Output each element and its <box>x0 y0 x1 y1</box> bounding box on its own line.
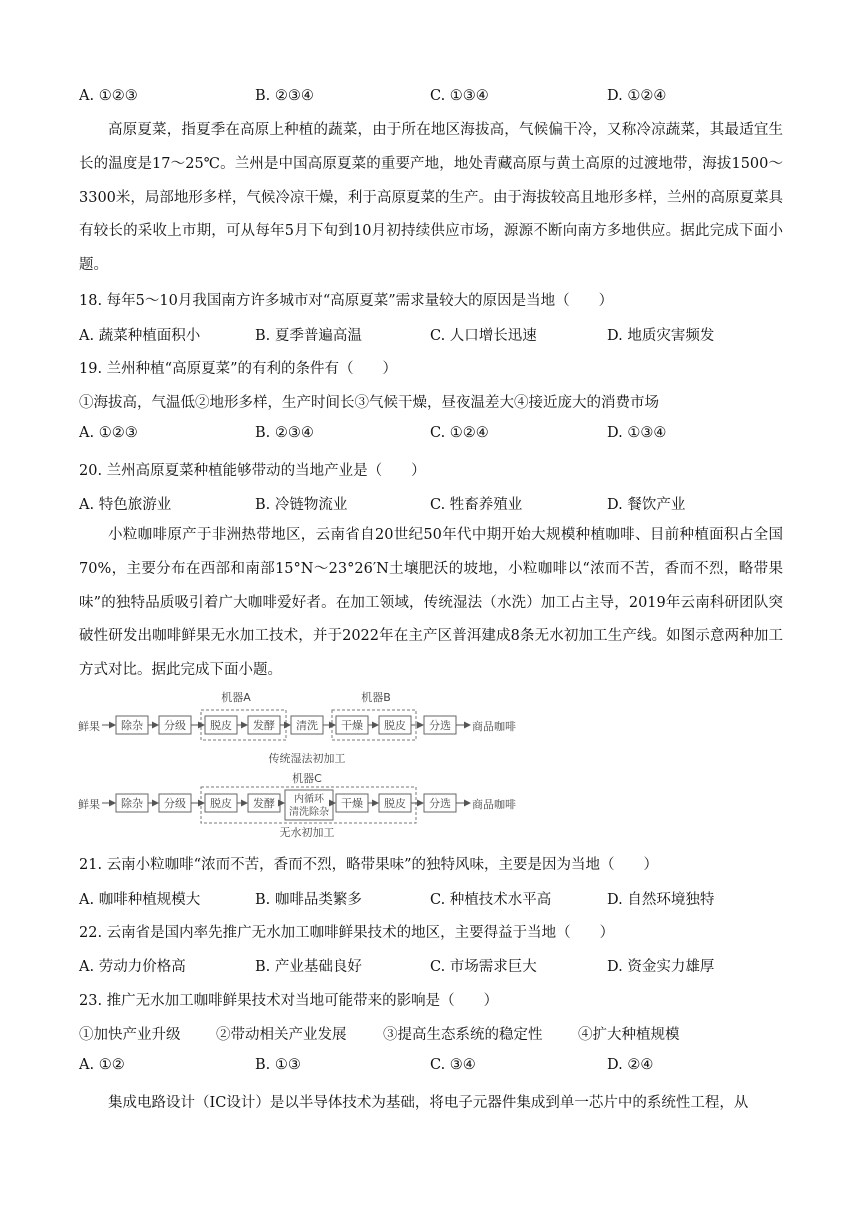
bottom-step-7: 脱皮 <box>384 797 406 810</box>
question-20-stem: 20. 兰州高原夏菜种植能够带动的当地产业是（ ） <box>79 463 426 479</box>
bottom-start-label: 鲜果 <box>78 798 100 811</box>
bottom-step-4: 发酵 <box>253 797 275 810</box>
machine-b-label: 机器B <box>361 691 391 704</box>
option-d: D. 餐饮产业 <box>607 497 686 513</box>
bottom-step-6: 干燥 <box>341 797 363 810</box>
bottom-step-3: 脱皮 <box>210 797 232 810</box>
option-d: D. ②④ <box>607 1057 654 1073</box>
option-b: B. 咖啡品类繁多 <box>255 892 362 908</box>
question-21-stem: 21. 云南小粒咖啡“浓而不苦，香而不烈，略带果味”的独特风味，主要是因为当地（ ） <box>79 857 658 873</box>
passage-plateau-vegetables: 高原夏菜，指夏季在高原上种植的蔬菜，由于所在地区海拔高，气候偏干冷，又称冷凉蔬菜，其最适宜生长的温度是17～25℃。兰州是中国高原夏菜的重要产地，地处青藏高原与黄土高原的过渡地带，海拔1500～3300米，局部地形多样，气候冷凉干燥，利于高原夏菜的生产。由于海拔较高且地形多样，兰州的高原夏菜具有较长的采收上市期，可从每年5月下旬到10月初持续供应市场，源源不断向南方多地供应。据此完成下面小题。 <box>79 122 783 274</box>
top-step-3: 脱皮 <box>210 719 232 732</box>
bottom-step-5b: 清洗除杂 <box>289 807 329 818</box>
top-step-4: 发酵 <box>253 719 275 732</box>
option-d: D. 地质灾害频发 <box>607 328 715 344</box>
question-19-statements: ①海拔高，气温低②地形多样，生产时间长③气候干燥，昼夜温差大④接近庞大的消费市场 <box>79 395 659 411</box>
question-19-stem: 19. 兰州种植“高原夏菜”的有利的条件有（ ） <box>79 361 397 377</box>
option-a: A. ①② <box>79 1057 125 1073</box>
option-d: D. 资金实力雄厚 <box>607 959 715 975</box>
top-step-8: 分选 <box>429 719 451 732</box>
bottom-step-8: 分选 <box>429 797 451 810</box>
top-end-label: 商品咖啡 <box>472 720 516 733</box>
option-c: C. 种植技术水平高 <box>430 892 552 908</box>
top-caption: 传统湿法初加工 <box>268 752 346 765</box>
q19-options <box>79 425 783 445</box>
option-a: A. ①②③ <box>79 88 138 104</box>
statement-1: ①加快产业升级 <box>79 1027 181 1043</box>
option-b: B. 冷链物流业 <box>255 497 348 513</box>
option-a: A. 劳动力价格高 <box>79 959 186 975</box>
option-a: A. ①②③ <box>79 425 138 441</box>
q23-statements <box>79 1023 783 1043</box>
option-a: A. 特色旅游业 <box>79 497 172 513</box>
question-18-stem: 18. 每年5～10月我国南方许多城市对“高原夏菜”需求量较大的原因是当地（ ） <box>79 293 614 309</box>
option-d: D. ①②④ <box>607 88 667 104</box>
passage-ic-design-start: 集成电路设计（IC设计）是以半导体技术为基础，将电子元器件集成到单一芯片中的系统性工程，从 <box>108 1095 749 1111</box>
option-d: D. ①③④ <box>607 425 667 441</box>
top-start-label: 鲜果 <box>78 720 100 733</box>
bottom-caption: 无水初加工 <box>279 826 335 839</box>
machine-a-label: 机器A <box>221 691 251 704</box>
top-step-2: 分级 <box>164 719 186 732</box>
question-23-stem: 23. 推广无水加工咖啡鲜果技术对当地可能带来的影响是（ ） <box>79 993 499 1009</box>
question-22-stem: 22. 云南省是国内率先推广无水加工咖啡鲜果技术的地区，主要得益于当地（ ） <box>79 925 615 941</box>
bottom-step-1: 除杂 <box>121 797 143 810</box>
option-d: D. 自然环境独特 <box>607 892 715 908</box>
statement-3: ③提高生态系统的稳定性 <box>383 1027 543 1043</box>
q23-options <box>79 1057 783 1077</box>
top-step-5: 清洗 <box>296 719 318 732</box>
top-step-7: 脱皮 <box>384 719 406 732</box>
machine-c-label: 机器C <box>292 772 322 785</box>
option-c: C. ①③④ <box>430 88 489 104</box>
option-a: A. 咖啡种植规模大 <box>79 892 201 908</box>
q20-options <box>79 493 783 513</box>
q17-options <box>79 88 783 108</box>
option-b: B. ②③④ <box>255 88 314 104</box>
option-a: A. 蔬菜种植面积小 <box>79 328 201 344</box>
option-b: B. 夏季普遍高温 <box>255 328 362 344</box>
q18-options <box>79 324 783 344</box>
top-step-1: 除杂 <box>121 719 143 732</box>
statement-2: ②带动相关产业发展 <box>216 1027 347 1043</box>
top-step-6: 干燥 <box>341 719 363 732</box>
option-c: C. ③④ <box>430 1057 476 1073</box>
coffee-processing-diagram <box>70 684 540 844</box>
option-b: B. ①③ <box>255 1057 301 1073</box>
bottom-end-label: 商品咖啡 <box>472 798 516 811</box>
q21-options <box>79 888 783 908</box>
statement-4: ④扩大种植规模 <box>578 1027 680 1043</box>
option-b: B. 产业基础良好 <box>255 959 362 975</box>
option-c: C. 市场需求巨大 <box>430 959 537 975</box>
bottom-step-2: 分级 <box>164 797 186 810</box>
bottom-step-5a: 内循环 <box>294 794 324 805</box>
option-b: B. ②③④ <box>255 425 314 441</box>
option-c: C. ①②④ <box>430 425 489 441</box>
passage-yunnan-coffee: 小粒咖啡原产于非洲热带地区，云南省自20世纪50年代中期开始大规模种植咖啡、目前种植面积占全国70%，主要分布在西部和南部15°N～23°26′N土壤肥沃的坡地，小粒咖啡以“浓而不苦，香而不烈，略带果味”的独特品质吸引着广大咖啡爱好者。在加工领域，传统湿法（水洗）加工占主导，2019年云南科研团队突破性研发出咖啡鲜果无水加工技术，并于2022年在主产区普洱建成8条无水初加工生产线。如图示意两种加工方式对比。据此完成下面小题。 <box>79 527 783 679</box>
q22-options <box>79 955 783 975</box>
option-c: C. 牲畜养殖业 <box>430 497 523 513</box>
option-c: C. 人口增长迅速 <box>430 328 537 344</box>
